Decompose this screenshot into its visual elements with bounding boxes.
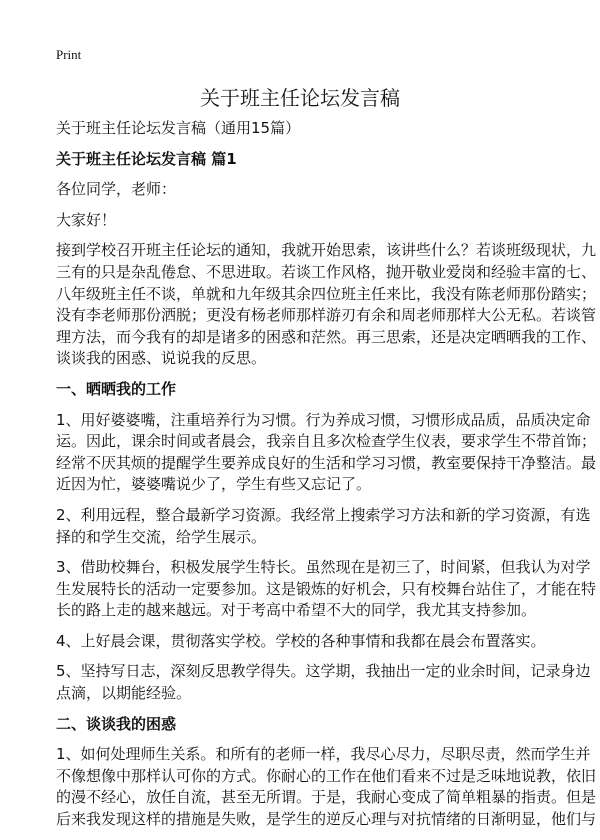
text-line: 点滴，以期能经验。 xyxy=(56,684,192,703)
text-line: 4、上好晨会课，贯彻落实学校。学校的各种事情和我都在晨会布置落实。 xyxy=(56,631,546,650)
text-line: 后来我发现这样的措施是失败，是学生的逆反心理与对抗情绪的日渐明显，他们与 xyxy=(56,810,597,829)
paragraph xyxy=(56,505,591,548)
text-line: 3、借助校舞台，积极发展学生特长。虽然现在是初三了，时间紧，但我认为对学 xyxy=(56,558,591,577)
paragraph xyxy=(56,661,591,704)
text-line: 长的路上走的越来越远。对于考高中希望不大的同学，我尤其支持参加。 xyxy=(56,601,537,620)
puzzle-section xyxy=(56,744,597,830)
heading-puzzle: 二、谈谈我的困惑 xyxy=(56,714,177,733)
paragraph xyxy=(56,410,597,496)
text-line: 三有的只是杂乱倦怠、不思进取。若谈工作风格，抛开敬业爱岗和经验丰富的七、 xyxy=(56,262,597,281)
document-title: 关于班主任论坛发言稿 xyxy=(200,86,400,110)
work-section xyxy=(56,410,597,705)
heading-work: 一、晒晒我的工作 xyxy=(56,379,177,398)
text-line: 1、如何处理师生关系。和所有的老师一样，我尽心尽力，尽职尽责，然而学生并 xyxy=(56,745,591,764)
text-line: 经常不厌其烦的提醒学生要养成良好的生活和学习习惯，教室要保持干净整洁。最 xyxy=(56,453,597,472)
text-line: 的漫不经心，放任自流，甚至无所谓。于是，我耐心变成了简单粗暴的指责。但是 xyxy=(56,788,597,807)
section-title: 关于班主任论坛发言稿 篇1 xyxy=(56,149,237,168)
greeting: 各位同学，老师： xyxy=(56,180,177,199)
text-line: 运。因此，课余时间或者晨会，我亲自且多次检查学生仪表，要求学生不带首饰； xyxy=(56,432,597,451)
text-line: 2、利用远程，整合最新学习资源。我经常上搜索学习方法和新的学习资源，有选 xyxy=(56,505,591,524)
text-line: 八年级班主任不谈，单就和九年级其余四位班主任来比，我没有陈老师那份踏实； xyxy=(56,284,597,303)
print-link[interactable]: Print xyxy=(56,47,82,62)
text-line: 5、坚持写日志，深刻反思教学得失。这学期，我抽出一定的业余时间，记录身边 xyxy=(56,662,591,681)
text-line: 理方法，而今我有的却是诸多的困惑和茫然。再三思索，还是决定晒晒我的工作、 xyxy=(56,327,597,346)
text-line: 没有李老师那份洒脱；更没有杨老师那样游刃有余和周老师那样大公无私。若谈管 xyxy=(56,306,597,325)
text-line: 近因为忙，婆婆嘴说少了，学生有些又忘记了。 xyxy=(56,475,372,494)
intro-paragraph xyxy=(56,240,597,370)
hello: 大家好！ xyxy=(56,210,117,229)
text-line: 接到学校召开班主任论坛的通知，我就开始思索，该讲些什么？若谈班级现状，九 xyxy=(56,241,597,260)
paragraph xyxy=(56,744,597,830)
text-line: 择的和学生交流，给学生展示。 xyxy=(56,527,267,546)
text-line: 不像想像中那样认可你的方式。你耐心的工作在他们看来不过是乏味地说教，依旧 xyxy=(56,766,597,785)
text-line: 1、用好婆婆嘴，注重培养行为习惯。行为养成习惯，习惯形成品质，品质决定命 xyxy=(56,410,591,429)
paragraph xyxy=(56,557,597,622)
subtitle: 关于班主任论坛发言稿（通用15篇） xyxy=(56,119,301,137)
text-line: 生发展特长的活动一定要参加。这是锻炼的好机会，只有校舞台站住了，才能在特 xyxy=(56,579,597,598)
document-body xyxy=(56,118,597,840)
paragraph xyxy=(56,631,556,653)
text-line: 谈谈我的困惑、说说我的反思。 xyxy=(56,349,267,368)
